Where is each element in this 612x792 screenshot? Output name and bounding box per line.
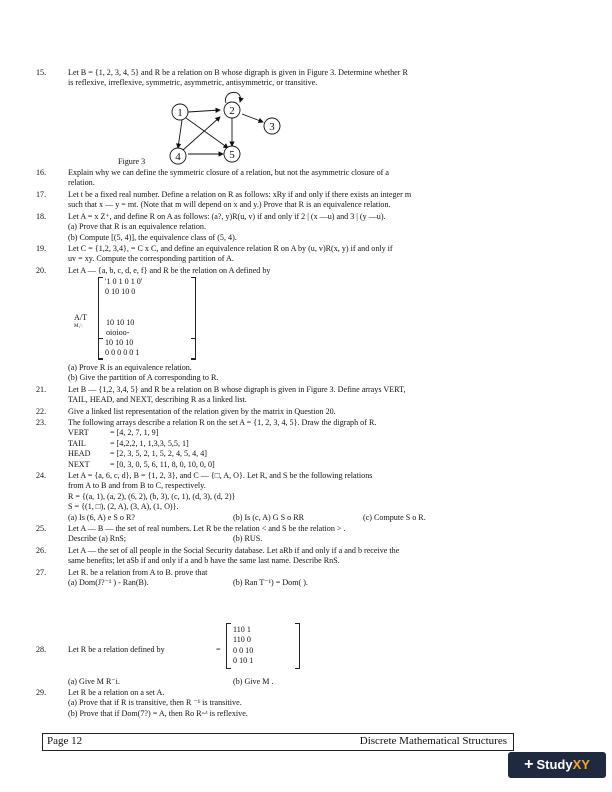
figure-caption: Figure 3 — [118, 157, 146, 166]
question-part: (b) Ran T⁻¹) = Dom( ). — [233, 578, 308, 588]
question-text: relation. — [68, 178, 95, 188]
question-text: Let A = {a, 6, c, d}, B = {1, 2, 3}, and C — {□, A, O}. Let R, and S be the following relations — [68, 471, 373, 480]
question-20 — [36, 266, 526, 276]
question-number: 27. — [36, 568, 47, 577]
question-part: (b) Compute [(5, 4)], the equivalence class of (5, 4). — [68, 232, 237, 242]
question-17 — [36, 190, 526, 211]
question-text: is reflexive, irreflexive, symmetric, asymmetric, antisymmetric, or transitive. — [68, 78, 318, 88]
array-row: VERT = [4, 2, 7, 1, 9] — [68, 428, 159, 438]
question-text: Explain why we can define the symmetric closure of a relation, but not the asymmetric closure of a — [68, 168, 389, 177]
question-15 — [36, 68, 526, 89]
question-16 — [36, 168, 526, 189]
question-number: 24. — [36, 471, 47, 480]
question-text: Let R. be a relation from A to B. prove that — [68, 568, 208, 577]
question-parts — [68, 513, 526, 523]
question-number: 22. — [36, 407, 47, 416]
question-text: Let B — {1,2, 3,4, 5} and R be a relation on B whose digraph is given in Figure 3. Define arrays VERT, — [68, 385, 406, 394]
question-number: 23. — [36, 418, 47, 427]
question-text: TAIL, HEAD, and NEXT, describing R as a linked list. — [68, 395, 247, 405]
question-part: (a) Prove that R is an equivalence relation. — [68, 222, 206, 232]
matrix-rows: 10 10 10 oioioo- — [106, 318, 135, 338]
question-28-parts — [36, 677, 526, 687]
question-part: Describe (a) RnS; — [68, 534, 126, 544]
question-text: Let A — {a, b, c, d, e, f} and R be the relation on A defined by — [68, 266, 271, 275]
question-text: Let C = {1,2, 3,4}, = C x C, and define an equivalence relation R on A by (u, v)R(x, y) if and only if — [68, 244, 393, 253]
question-part: (b) Is (c, A) G S o RR — [233, 512, 305, 522]
question-20-parts — [36, 363, 526, 384]
question-part: (c) Compute S o R. — [363, 512, 426, 522]
question-25 — [36, 524, 526, 545]
node-label: 4 — [175, 151, 181, 163]
question-number: 16. — [36, 168, 47, 177]
question-text: Let R be a relation on a set A. — [68, 688, 165, 697]
question-part: (b) Give M . — [233, 677, 274, 686]
array-row: HEAD = [2, 3, 5, 2, 1, 5, 2, 4, 5, 4, 4] — [68, 449, 207, 459]
question-22 — [36, 407, 526, 417]
question-part: (b) Give the partition of A corresponding to R. — [68, 373, 219, 383]
question-23 — [36, 418, 526, 470]
question-part: (a) Dom(J?⁻¹ ) - Ran(B). — [68, 578, 149, 588]
question-text: Let R be a relation defined by — [68, 645, 165, 654]
question-text: such that x — y = mt. (Note that m will depend on x and y.) Prove that R is an equivalence relation. — [68, 200, 391, 210]
studyxy-logo: + StudyXY — [508, 752, 606, 778]
question-number: 17. — [36, 190, 47, 199]
question-number: 28. — [36, 645, 47, 654]
question-number: 15. — [36, 68, 47, 77]
question-part: (b) Prove that if Dom(7?) = A, then Ro R~ⁱ is reflexive. — [68, 708, 248, 718]
question-number: 18. — [36, 212, 47, 221]
relation-matrix-q20-lower: 10 10 10 0 0 0 0 0 1 — [98, 338, 196, 360]
question-24 — [36, 471, 526, 523]
question-27 — [36, 568, 526, 589]
question-text: Let A — the set of all people in the Social Security database. Let aRb if and only if a and b receive the — [68, 546, 400, 555]
question-text: Let t be a fixed real number. Define a relation on R as follows: xRy if and only if there exists an integer m — [68, 190, 412, 199]
question-part: (a) Prove R is an equivalence relation. — [68, 363, 192, 372]
question-text: from A to B and from B to C, respectively. — [68, 481, 206, 491]
question-text: Let A = x Z⁺, and define R on A as follows: (a?, y)R(u, v) if and only if 2 | (x —u) and 3 | (y —u). — [68, 212, 386, 221]
question-part: (a) Is (6, A) e S o R? — [68, 512, 135, 522]
question-29 — [36, 688, 526, 719]
question-part: (a) Prove that if R is transitive, then R ⁻¹ is transitive. — [68, 698, 242, 708]
question-number: 20. — [36, 266, 47, 275]
question-number: 21. — [36, 385, 47, 394]
question-number: 19. — [36, 244, 47, 253]
array-row: NEXT = [0, 3, 0, 5, 6, 11, 8, 0, 10, 0, 0] — [68, 459, 215, 469]
matrix-side-label: A/T — [74, 313, 88, 322]
node-label: 3 — [269, 121, 275, 133]
matrix-side-label: M₁⁾. — [74, 324, 83, 329]
question-text: Give a linked list representation of the relation given by the matrix in Question 20. — [68, 407, 336, 416]
question-text: Let B = {1, 2, 3, 4, 5} and R be a relation on B whose digraph is given in Figure 3. Determine whether R — [68, 68, 408, 77]
question-number: 29. — [36, 688, 47, 697]
page-footer — [42, 733, 514, 751]
node-label: 2 — [229, 105, 235, 117]
node-label: 1 — [177, 107, 183, 119]
relation-matrix-q28: 110 1 110 0 0 0 10 0 10 1 — [226, 623, 300, 669]
question-26 — [36, 546, 526, 567]
figure-3-digraph — [160, 90, 300, 170]
question-part: (b) RUS. — [233, 534, 263, 544]
question-21 — [36, 385, 526, 406]
question-number: 26. — [36, 546, 47, 555]
book-title: Discrete Mathematical Structures — [359, 735, 507, 747]
question-text: same benefits; let aSb if and only if a and b have the same last name. Describe RnS. — [68, 556, 340, 566]
question-text: S = {(1, □), (2, A), (3, A), (1, O)}. — [68, 502, 179, 512]
equals-sign: = — [216, 645, 221, 654]
node-label: 5 — [229, 149, 235, 161]
question-19 — [36, 244, 526, 265]
plus-icon: + — [524, 756, 534, 773]
page-number: Page 12 — [47, 735, 83, 747]
relation-matrix-q20: '1 0 1 0 1 0' 0 10 10 0 — [98, 277, 196, 359]
question-18 — [36, 212, 526, 243]
question-number: 25. — [36, 524, 47, 533]
question-text: The following arrays describe a relation R on the set A = {1, 2, 3, 4, 5}. Draw the digraph of R. — [68, 418, 377, 427]
question-text: uv = xy. Compute the corresponding partition of A. — [68, 254, 234, 264]
array-row: TAIL = [4,2,2, 1, 1,3,3, 5,5, 1] — [68, 438, 189, 448]
question-part: (a) Give M R⁻i. — [68, 677, 120, 686]
question-text: R = {(a, 1), (a, 2), (6, 2), (b, 3), (c, 1), (d, 3), (d, 2)} — [68, 491, 236, 501]
question-text: Let A — B — the set of real numbers. Let R be the relation < and S be the relation > . — [68, 524, 346, 533]
